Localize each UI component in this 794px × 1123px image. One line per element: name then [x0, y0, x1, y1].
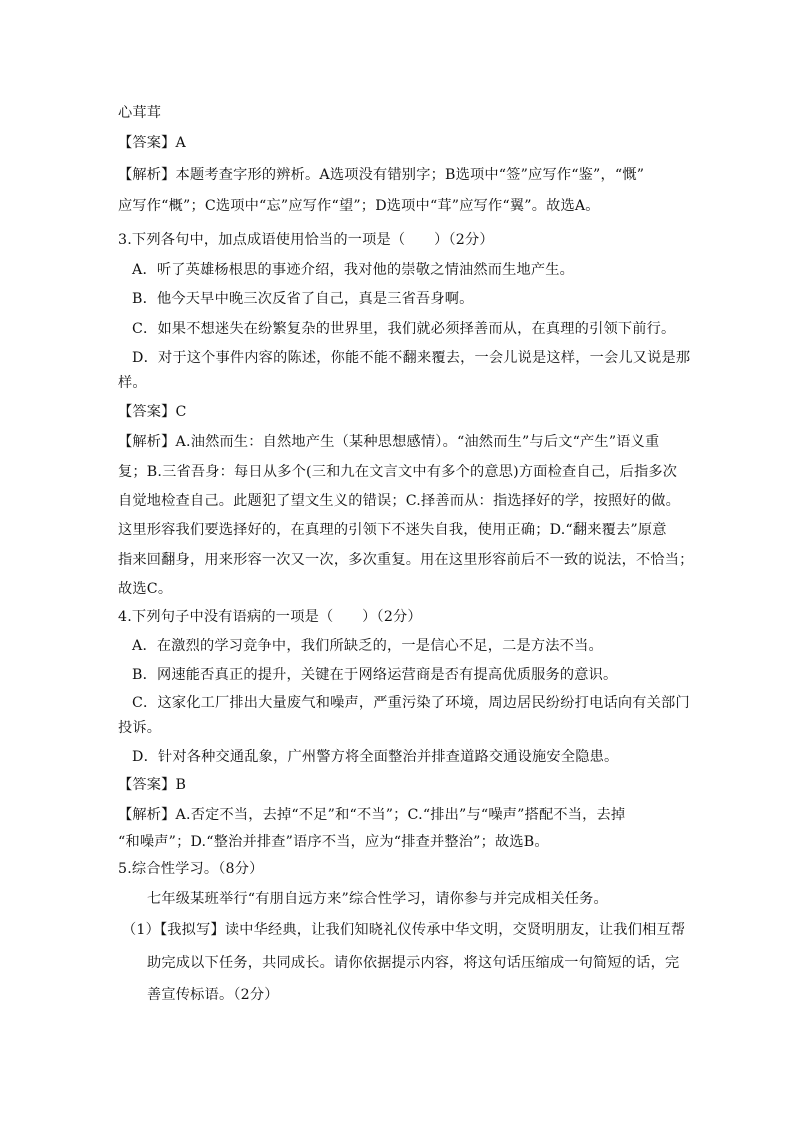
- question-3-option-a: A．听了英雄杨根思的事迹介绍，我对他的崇敬之情油然而生地产生。: [132, 262, 575, 278]
- question-4-stem: 4.下列句子中没有语病的一项是（ ）（2分）: [118, 609, 422, 625]
- answer-option-fragment: 心茸茸: [118, 105, 162, 121]
- question-4-option-d: D．针对各种交通乱象，广州警方将全面整治并排查道路交通设施安全隐患。: [132, 749, 619, 765]
- question-4-option-b: B．网速能否真正的提升，关键在于网络运营商是否有提高优质服务的意识。: [132, 667, 618, 683]
- analysis-text: 指来回翻身，用来形容一次又一次，多次重复。用在这里形容前后不一致的说法，不恰当；: [118, 552, 694, 568]
- analysis-text: 【解析】A.油然而生：自然地产生（某种思想感情）。“油然而生”与后文“产生”语义重: [118, 434, 660, 450]
- question-5-sub-1-cont: 助完成以下任务，共同成长。请你依据提示内容，将这句话压缩成一句简短的话，完: [147, 955, 680, 971]
- answer-label: 【答案】C: [118, 404, 187, 420]
- answer-label: 【答案】A: [118, 135, 186, 151]
- question-4-option-c: C．这家化工厂排出大量废气和噪声，严重污染了环境，周边居民纷纷打电话向有关部门: [132, 695, 690, 711]
- question-3-option-b: B．他今天早中晚三次反省了自己，真是三省吾身啊。: [132, 291, 474, 307]
- question-5-sub-1-cont: 善宣传标语。（2分）: [147, 987, 279, 1003]
- analysis-text: 【解析】本题考查字形的辨析。A选项没有错别字；B选项中“签”应写作“鉴”，“慨”: [118, 167, 645, 183]
- analysis-text: 故选C。: [118, 581, 173, 597]
- question-3-stem: 3.下列各句中，加点成语使用恰当的一项是（ ）（2分）: [118, 232, 494, 248]
- analysis-text: 这里形容我们要选择好的，在真理的引领下不迷失自我，使用正确；D.“翻来覆去”原意: [118, 522, 667, 538]
- analysis-text: 自觉地检查自己。此题犯了望文生义的错误；C.择善而从：指选择好的学，按照好的做。: [118, 493, 680, 509]
- question-4-option-c-cont: 投诉。: [118, 720, 162, 736]
- analysis-text: 复；B.三省吾身：每日从多个(三和九在文言文中有多个的意思)方面检查自己，后指多次: [118, 464, 678, 480]
- question-3-option-d: D．对于这个事件内容的陈述，你能不能不翻来覆去，一会儿说是这样，一会儿又说是那: [132, 350, 691, 366]
- question-3-option-c: C．如果不想迷失在纷繁复杂的世界里，我们就必须择善而从，在真理的引领下前行。: [132, 321, 676, 337]
- analysis-text: 应写作“概”；C选项中“忘”应写作“望”；D选项中“茸”应写作“翼”。故选A。: [118, 198, 600, 214]
- question-5-sub-1: （1）【我拟写】读中华经典，让我们知晓礼仪传承中华文明，交贤明朋友，让我们相互帮: [122, 922, 686, 938]
- question-5-intro: 七年级某班举行“有朋自远方来”综合性学习，请你参与并完成相关任务。: [147, 891, 608, 907]
- analysis-text: 【解析】A.否定不当，去掉“不足”和“不当”；C.“排出”与“噪声”搭配不当，去掉: [118, 807, 626, 823]
- question-4-option-a: A．在激烈的学习竞争中，我们所缺乏的，一是信心不足，二是方法不当。: [132, 638, 603, 654]
- question-5-stem: 5.综合性学习。（8分）: [118, 861, 264, 877]
- answer-label: 【答案】B: [118, 777, 187, 793]
- analysis-text: “和噪声”；D.“整治并排查”语序不当，应为“排查并整治”；故选B。: [118, 834, 549, 850]
- question-3-option-d-cont: 样。: [118, 375, 147, 391]
